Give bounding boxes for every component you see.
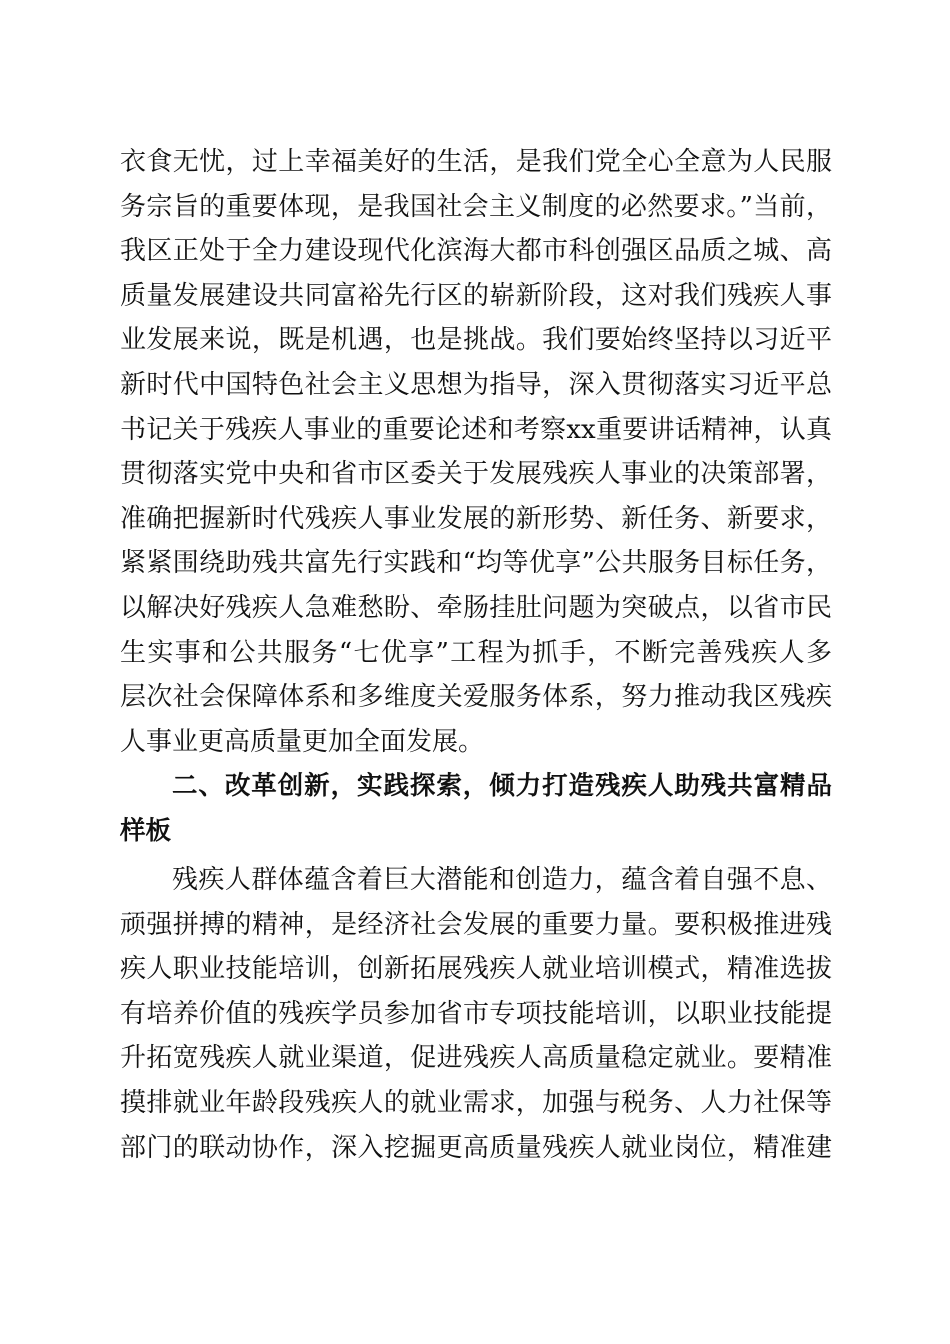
paragraph-line: 紧紧围绕助残共富先行实践和“均等优享”公共服务目标任务， — [120, 548, 832, 579]
paragraph-line: 准确把握新时代残疾人事业发展的新形势、新任务、新要求， — [120, 503, 832, 534]
section-heading-2 — [120, 764, 832, 853]
paragraph-line: 摸排就业年龄段残疾人的就业需求，加强与税务、人力社保等 — [120, 1087, 832, 1118]
heading-line: 样板 — [120, 815, 172, 846]
paragraph-line: 顽强拼搏的精神，是经济社会发展的重要力量。要积极推进残 — [120, 909, 832, 940]
paragraph-line: 贯彻落实党中央和省市区委关于发展残疾人事业的决策部署， — [120, 459, 832, 490]
paragraph-line: 人事业更高质量更加全面发展。 — [120, 726, 485, 757]
paragraph-line: 残疾人群体蕴含着巨大潜能和创造力，蕴含着自强不息、 — [172, 865, 832, 895]
paragraph-line: 有培养价值的残疾学员参加省市专项技能培训，以职业技能提 — [120, 998, 832, 1029]
paragraph-line: 生实事和公共服务“七优享”工程为抓手，不断完善残疾人多 — [120, 637, 832, 668]
heading-line: 二、改革创新，实践探索，倾力打造残疾人助残共富精品 — [172, 771, 832, 801]
paragraph-line: 业发展来说，既是机遇，也是挑战。我们要始终坚持以习近平 — [120, 325, 832, 356]
paragraph-line: 质量发展建设共同富裕先行区的崭新阶段，这对我们残疾人事 — [120, 280, 832, 311]
paragraph-line: 升拓宽残疾人就业渠道，促进残疾人高质量稳定就业。要精准 — [120, 1043, 832, 1074]
paragraph-line: 衣食无忧，过上幸福美好的生活，是我们党全心全意为人民服 — [120, 147, 832, 177]
paragraph-line: 部门的联动协作，深入挖掘更高质量残疾人就业岗位，精准建 — [120, 1132, 832, 1163]
paragraph-1 — [120, 140, 832, 764]
paragraph-2 — [120, 858, 832, 1170]
paragraph-line: 我区正处于全力建设现代化滨海大都市科创强区品质之城、高 — [120, 236, 832, 267]
paragraph-line: 以解决好残疾人急难愁盼、牵肠挂肚问题为突破点，以省市民 — [120, 592, 832, 623]
paragraph-line: 书记关于残疾人事业的重要论述和考察xx重要讲话精神，认真 — [120, 414, 832, 445]
paragraph-line: 新时代中国特色社会主义思想为指导，深入贯彻落实习近平总 — [120, 369, 832, 400]
paragraph-line: 疾人职业技能培训，创新拓展残疾人就业培训模式，精准选拔 — [120, 954, 832, 985]
paragraph-line: 层次社会保障体系和多维度关爱服务体系，努力推动我区残疾 — [120, 682, 832, 713]
paragraph-line: 务宗旨的重要体现，是我国社会主义制度的必然要求。”当前， — [120, 191, 832, 222]
